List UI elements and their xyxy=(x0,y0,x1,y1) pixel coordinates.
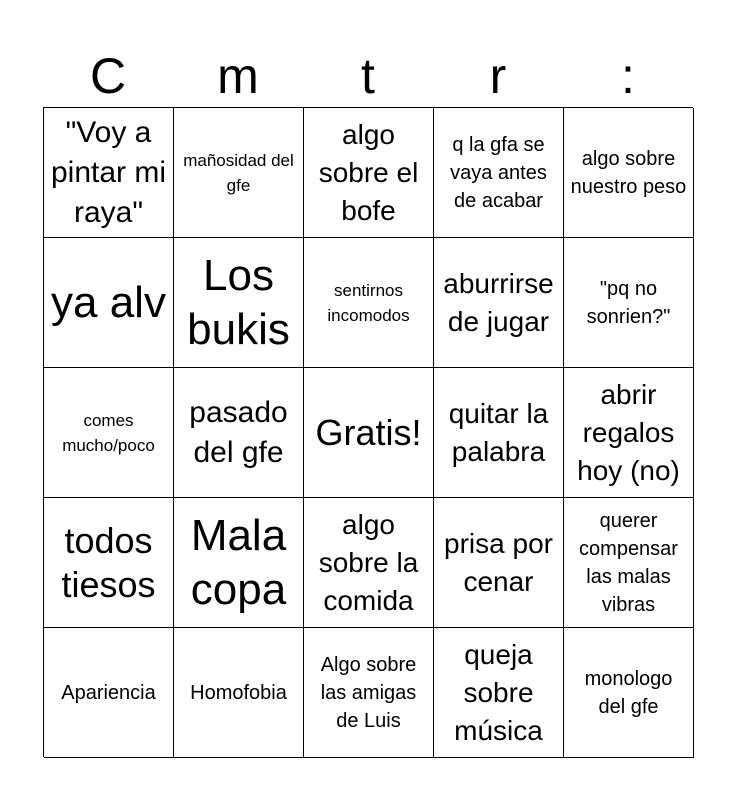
header-letter-1: C xyxy=(89,48,127,104)
bingo-cell-text: Apariencia xyxy=(61,681,156,704)
bingo-cell-text: Los bukis xyxy=(187,250,290,354)
header-letter-2: m xyxy=(217,48,259,104)
bingo-cell-text: aburrirse de jugar xyxy=(443,267,554,337)
bingo-cell-text: quitar la palabra xyxy=(448,397,549,467)
bingo-cell[interactable] xyxy=(174,238,304,368)
bingo-cell[interactable] xyxy=(174,368,304,498)
bingo-cell[interactable] xyxy=(434,628,564,758)
bingo-cell[interactable] xyxy=(564,498,694,628)
bingo-cell[interactable] xyxy=(304,238,434,368)
bingo-cell[interactable] xyxy=(304,628,434,758)
bingo-cell-text: monologo del gfe xyxy=(584,667,673,718)
bingo-board xyxy=(43,107,693,757)
bingo-cell-text: querer compensar las malas vibras xyxy=(579,509,678,616)
bingo-cell-text: ya alv xyxy=(51,277,166,327)
bingo-cell-text: abrir regalos hoy (no) xyxy=(577,378,680,486)
bingo-cell[interactable] xyxy=(304,368,434,498)
bingo-cell-text: Algo sobre las amigas de Luis xyxy=(320,653,417,732)
bingo-cell-text: "pq no sonrien?" xyxy=(586,277,671,328)
bingo-cell[interactable] xyxy=(434,368,564,498)
bingo-cell-text: pasado del gfe xyxy=(189,395,288,469)
bingo-cell-text: Mala copa xyxy=(190,510,287,614)
bingo-cell-text: algo sobre el bofe xyxy=(318,118,419,226)
bingo-cell-text: "Voy a pintar mi raya" xyxy=(50,115,167,229)
bingo-cell[interactable] xyxy=(564,368,694,498)
bingo-cell[interactable] xyxy=(44,628,174,758)
bingo-cell-text: algo sobre la comida xyxy=(318,508,419,616)
bingo-cell-text: todos tiesos xyxy=(61,519,156,605)
bingo-cell[interactable] xyxy=(564,238,694,368)
bingo-cell[interactable] xyxy=(564,628,694,758)
bingo-cell[interactable] xyxy=(174,108,304,238)
bingo-cell[interactable] xyxy=(434,238,564,368)
bingo-cell[interactable] xyxy=(564,108,694,238)
bingo-cell-text: Gratis! xyxy=(315,411,422,453)
bingo-cell-text: queja sobre música xyxy=(454,638,543,746)
bingo-cell-text: mañosidad del gfe xyxy=(183,150,294,195)
bingo-cell[interactable] xyxy=(304,498,434,628)
bingo-cell-text: sentirnos incomodos xyxy=(327,280,410,325)
bingo-cell[interactable] xyxy=(304,108,434,238)
bingo-header xyxy=(43,44,693,108)
bingo-cell-text: q la gfa se vaya antes de acabar xyxy=(450,133,547,212)
bingo-cell[interactable] xyxy=(434,498,564,628)
bingo-cell[interactable] xyxy=(174,498,304,628)
bingo-cell-text: comes mucho/poco xyxy=(62,410,155,455)
bingo-cell[interactable] xyxy=(174,628,304,758)
bingo-cell[interactable] xyxy=(44,238,174,368)
bingo-cell-text: algo sobre nuestro peso xyxy=(570,147,687,198)
header-letter-4: r xyxy=(489,48,507,104)
bingo-cell[interactable] xyxy=(44,498,174,628)
header-letter-5: : xyxy=(621,48,635,104)
bingo-cell[interactable] xyxy=(44,368,174,498)
bingo-cell-text: Homofobia xyxy=(190,681,287,704)
bingo-cell-text: prisa por cenar xyxy=(444,527,553,597)
bingo-cell[interactable] xyxy=(44,108,174,238)
header-letter-3: t xyxy=(361,48,375,104)
bingo-cell[interactable] xyxy=(434,108,564,238)
